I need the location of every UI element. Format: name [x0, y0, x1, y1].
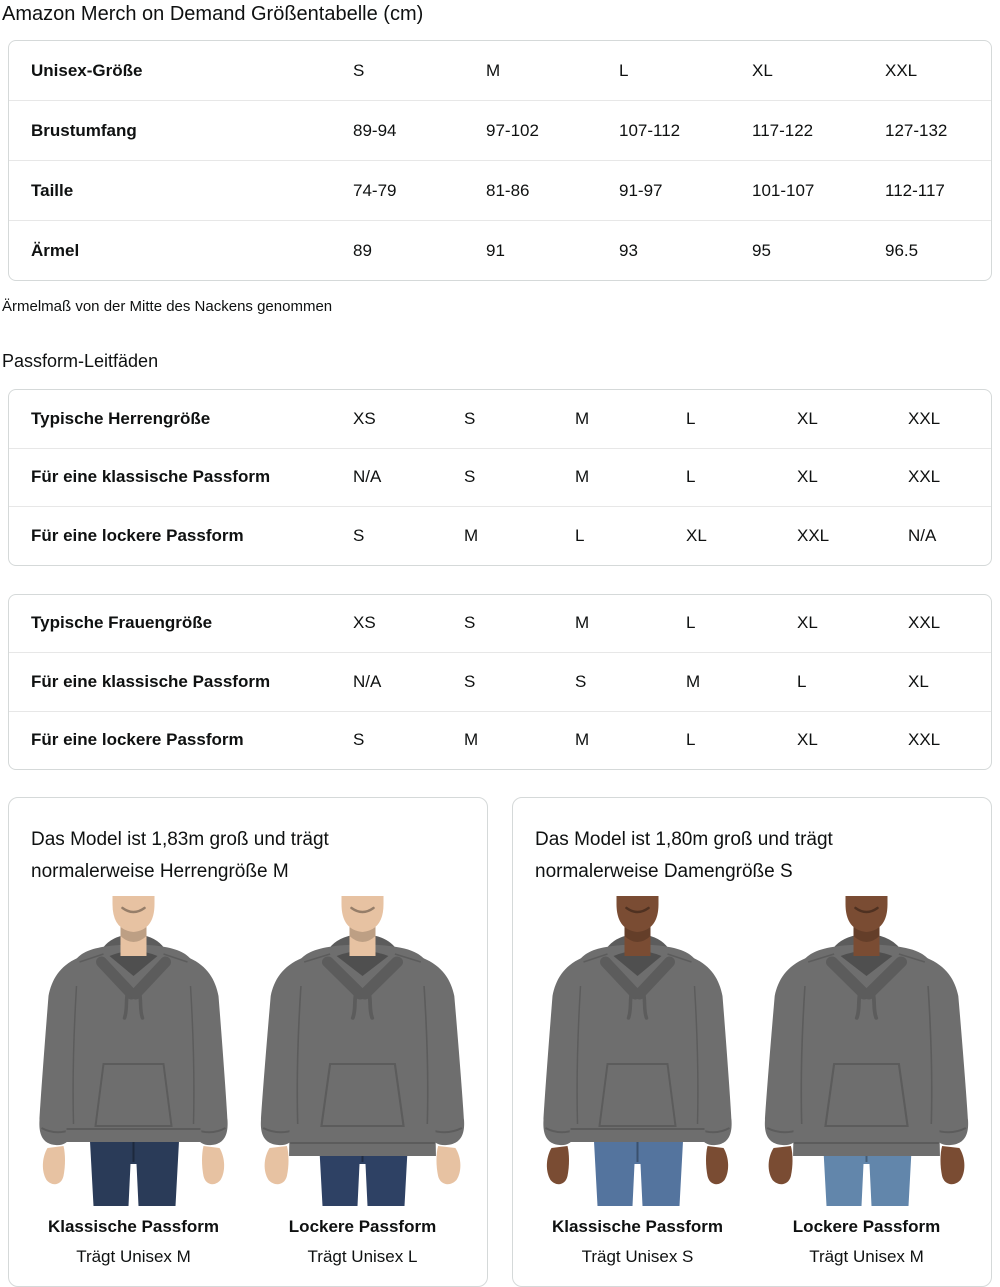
table-header-row: [9, 41, 991, 100]
fit-label: Lockere Passform: [792, 1217, 941, 1236]
cell-value: L: [686, 467, 696, 487]
cell-value: S: [464, 671, 476, 691]
cell-value: 107-112: [619, 120, 681, 140]
column-header: XS: [353, 408, 376, 428]
row-label: Für eine klassische Passform: [31, 671, 271, 691]
cell-value: S: [464, 467, 476, 487]
column-header: XL: [797, 408, 818, 428]
photo-caption: [752, 1212, 981, 1272]
photo-caption: [523, 1212, 752, 1272]
cell-value: 74-79: [353, 180, 397, 200]
photo-captions: [19, 1212, 477, 1272]
model-photo-classic: [19, 896, 248, 1206]
fit-guides-title: Passform-Leitfäden: [2, 351, 159, 371]
cell-value: 97-102: [486, 120, 539, 140]
row-label: Brustumfang: [31, 120, 137, 140]
cell-value: 112-117: [885, 180, 945, 200]
men-fit-table: [8, 389, 992, 566]
size-label: Trägt Unisex M: [809, 1247, 924, 1266]
column-header: M: [575, 613, 590, 633]
model-photo-loose: [248, 896, 477, 1206]
cell-value: 101-107: [752, 180, 815, 200]
cell-value: 91: [486, 240, 505, 260]
size-label: Trägt Unisex L: [307, 1247, 418, 1266]
table-header-row: [9, 390, 991, 448]
table-header-row: [9, 595, 991, 653]
cell-value: L: [575, 525, 585, 545]
row-label: Taille: [31, 180, 74, 200]
cell-value: XL: [686, 525, 707, 545]
model-photo-loose: [752, 896, 981, 1206]
model-photo-classic: [523, 896, 752, 1206]
table-row-sleeve: [9, 220, 991, 280]
model-description: Das Model ist 1,83m groß und trägt normalerweise Herrengröße M: [31, 829, 329, 882]
women-fit-header-label: Typische Frauengröße: [31, 613, 213, 633]
size-label: Trägt Unisex S: [581, 1247, 694, 1266]
column-header: XS: [353, 613, 376, 633]
table-row-loose-fit: [9, 711, 991, 770]
cell-value: 93: [619, 240, 638, 260]
model-card-women: [512, 797, 992, 1287]
table-row-classic-fit: [9, 652, 991, 711]
cell-value: XL: [908, 671, 929, 691]
model-description: Das Model ist 1,80m groß und trägt normalerweise Damengröße S: [535, 829, 833, 882]
fit-label: Klassische Passform: [551, 1217, 724, 1236]
size-table-header-label: Unisex-Größe: [31, 60, 143, 80]
column-header: L: [686, 408, 696, 428]
table-row-classic-fit: [9, 448, 991, 507]
column-header: XXL: [908, 613, 941, 633]
column-header-xxl: XXL: [885, 60, 918, 80]
cell-value: M: [575, 467, 590, 487]
cell-value: 81-86: [486, 180, 530, 200]
photo-caption: [19, 1212, 248, 1272]
column-header: L: [686, 613, 696, 633]
cell-value: XXL: [908, 467, 941, 487]
column-header-m: M: [486, 60, 501, 80]
cell-value: L: [797, 671, 807, 691]
column-header: XL: [797, 613, 818, 633]
column-header-l: L: [619, 60, 629, 80]
row-label: Für eine klassische Passform: [31, 467, 271, 487]
cell-value: S: [575, 671, 587, 691]
cell-value: 95: [752, 240, 771, 260]
cell-value: XL: [797, 730, 818, 750]
cell-value: XL: [797, 467, 818, 487]
table-row-waist: [9, 160, 991, 220]
row-label: Für eine lockere Passform: [31, 730, 244, 750]
model-photos: [523, 896, 981, 1206]
size-label: Trägt Unisex M: [76, 1247, 191, 1266]
cell-value: S: [353, 730, 365, 750]
women-fit-table: [8, 594, 992, 771]
fit-label: Klassische Passform: [47, 1217, 220, 1236]
cell-value: XXL: [797, 525, 830, 545]
cell-value: S: [353, 525, 365, 545]
cell-value: 117-122: [752, 120, 814, 140]
column-header-xl: XL: [752, 60, 773, 80]
model-card-men: [8, 797, 488, 1287]
column-header: S: [464, 408, 476, 428]
fit-label: Lockere Passform: [288, 1217, 437, 1236]
cell-value: M: [686, 671, 701, 691]
cell-value: M: [464, 525, 479, 545]
model-cards: [8, 797, 992, 1287]
column-header-s: S: [353, 60, 365, 80]
cell-value: 89: [353, 240, 372, 260]
cell-value: N/A: [908, 525, 937, 545]
column-header: XXL: [908, 408, 941, 428]
column-header: M: [575, 408, 590, 428]
cell-value: M: [464, 730, 479, 750]
sleeve-measure-note: Ärmelmaß von der Mitte des Nackens genommen: [2, 298, 333, 315]
photo-captions: [523, 1212, 981, 1272]
cell-value: N/A: [353, 671, 382, 691]
cell-value: 91-97: [619, 180, 663, 200]
unisex-size-table: [8, 40, 992, 281]
cell-value: 96.5: [885, 240, 919, 260]
table-row-loose-fit: [9, 506, 991, 565]
cell-value: 127-132: [885, 120, 948, 140]
men-fit-header-label: Typische Herrengröße: [31, 408, 211, 428]
table-row-chest: [9, 100, 991, 160]
photo-caption: [248, 1212, 477, 1272]
column-header: S: [464, 613, 476, 633]
page-title: Amazon Merch on Demand Größentabelle (cm): [2, 3, 424, 25]
row-label: Für eine lockere Passform: [31, 525, 244, 545]
cell-value: N/A: [353, 467, 382, 487]
cell-value: M: [575, 730, 590, 750]
cell-value: XXL: [908, 730, 941, 750]
row-label: Ärmel: [31, 240, 80, 260]
cell-value: L: [686, 730, 696, 750]
model-photos: [19, 896, 477, 1206]
cell-value: 89-94: [353, 120, 397, 140]
